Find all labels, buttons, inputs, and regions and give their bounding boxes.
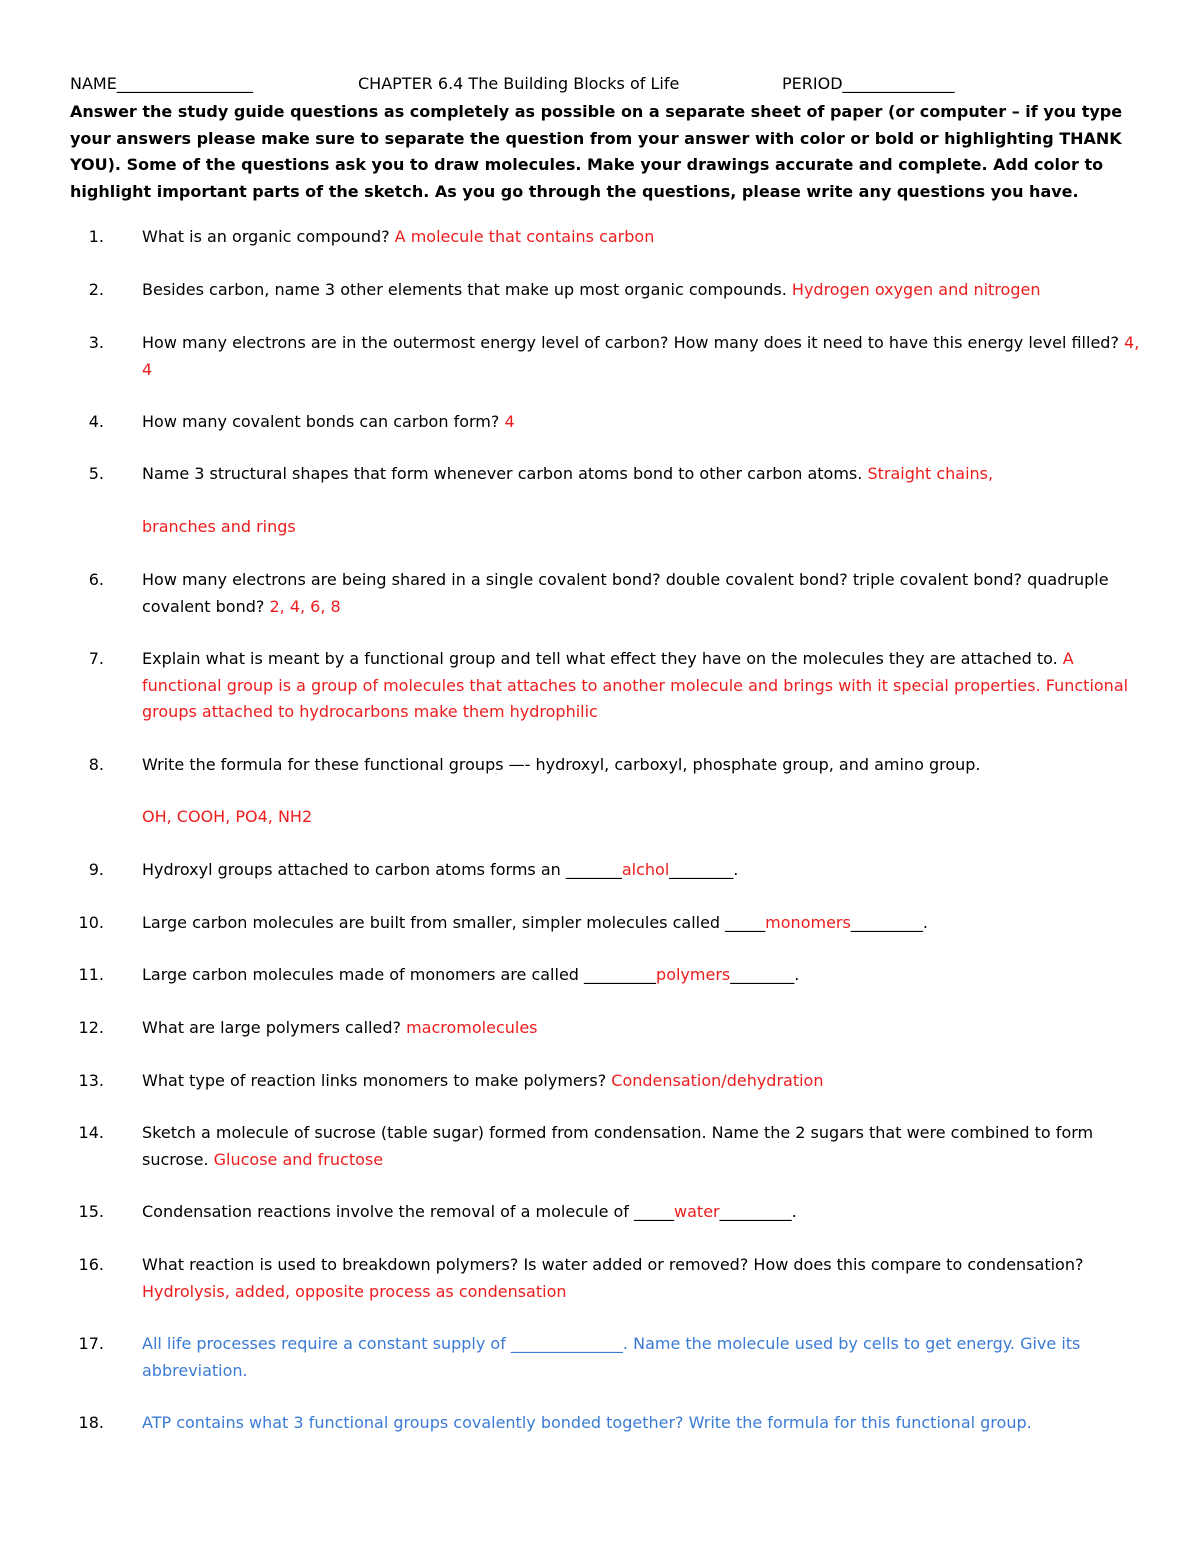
answer-text: Glucose and fructose (213, 1149, 384, 1169)
question-number: 17. (78, 1334, 104, 1353)
question-text: Write the formula for these functional groups —- hydroxyl, carboxyl, phosphate group, and amino group. (142, 755, 981, 774)
question-text-end: _________. (850, 913, 928, 932)
answer-text: 4 (504, 412, 515, 431)
answer-text: monomers (765, 913, 851, 932)
question-6 (70, 567, 1140, 620)
question-text: Large carbon molecules made of monomers are called _________ (142, 965, 657, 984)
period-field: PERIOD______________ (782, 74, 955, 93)
question-text: How many electrons are being shared in a single covalent bond? double covalent bond? triple covalent bond? quadruple covalent bond? (142, 570, 1109, 616)
answer-text: Hydrolysis, added, opposite process as condensation (142, 1281, 567, 1301)
answer-text: 4, 4 (142, 333, 1140, 379)
answer-text: Hydrogen oxygen and nitrogen (791, 280, 1041, 299)
question-7 (70, 646, 1140, 726)
answer-text: macromolecules (406, 1018, 538, 1037)
question-9 (70, 857, 1140, 884)
answer-text: A molecule that contains carbon (394, 227, 655, 246)
answer-text: OH, COOH, PO4, NH2 (142, 807, 313, 826)
question-text: What is an organic compound? (142, 227, 395, 246)
question-number: 8. (88, 755, 104, 774)
question-number: 3. (88, 333, 104, 352)
question-16 (70, 1252, 1140, 1305)
question-number: 10. (78, 913, 104, 932)
answer-text: Straight chains, (867, 464, 994, 483)
question-18 (70, 1410, 1140, 1437)
question-1 (70, 224, 1140, 251)
question-4 (70, 409, 1140, 436)
question-text: How many covalent bonds can carbon form? (142, 412, 505, 431)
question-text: Explain what is meant by a functional group and tell what effect they have on the molecules they are attached to. (142, 649, 1063, 668)
question-text: Hydroxyl groups attached to carbon atoms forms an _______ (142, 860, 622, 879)
question-number: 15. (78, 1202, 104, 1221)
question-number: 1. (88, 227, 104, 246)
question-text: Name 3 structural shapes that form whenever carbon atoms bond to other carbon atoms. (142, 464, 868, 483)
answer-text: 2, 4, 6, 8 (269, 596, 341, 616)
question-text: What type of reaction links monomers to make polymers? (142, 1071, 612, 1090)
answer-text: Condensation/dehydration (611, 1071, 824, 1090)
answer-text: alchol (621, 860, 670, 879)
question-8 (70, 752, 1140, 779)
question-number: 4. (88, 412, 104, 431)
question-number: 2. (88, 280, 104, 299)
question-text: Large carbon molecules are built from smaller, simpler molecules called _____ (142, 913, 766, 932)
question-14 (70, 1120, 1140, 1173)
question-text: All life processes require a constant supply of ______________. Name the molecule used by cells to get energy. Give its abbreviation. (142, 1334, 1081, 1380)
question-text-end: _________. (719, 1202, 797, 1221)
question-number: 16. (78, 1255, 104, 1274)
question-text: Besides carbon, name 3 other elements that make up most organic compounds. (142, 280, 792, 299)
question-text: Condensation reactions involve the removal of a molecule of _____ (142, 1202, 675, 1221)
question-text: ATP contains what 3 functional groups covalently bonded together? Write the formula for this functional group. (142, 1413, 1032, 1432)
question-text-end: ________. (669, 860, 739, 879)
question-3 (70, 330, 1140, 383)
question-13 (70, 1068, 1140, 1095)
question-number: 14. (78, 1123, 104, 1142)
question-number: 18. (78, 1413, 104, 1432)
question-11 (70, 962, 1140, 989)
answer-text: water (674, 1202, 720, 1221)
answer-text: A functional group is a group of molecules that attaches to another molecule and brings with it special properties. Functional groups attached to hydrocarbons make them hydrophilic (142, 649, 1129, 721)
question-number: 13. (78, 1071, 104, 1090)
question-text: What are large polymers called? (142, 1018, 407, 1037)
question-text-end: ________. (730, 965, 800, 984)
question-2 (70, 277, 1140, 304)
question-number: 5. (88, 464, 104, 483)
name-field: NAME_________________ (70, 74, 253, 93)
question-5 (70, 461, 1140, 488)
chapter-title: CHAPTER 6.4 The Building Blocks of Life (358, 74, 680, 93)
question-number: 9. (88, 860, 104, 879)
instructions: Answer the study guide questions as completely as possible on a separate sheet of paper (or computer – if you type your answers please make sure to separate the question from your answer with color or bold or highlighting THANK YOU). Some of the questions ask you to draw molecules. Make your drawings accurate and complete. Add color to highlight important parts of the sketch. As you go through the questions, please write any questions you have. (70, 102, 1123, 201)
question-text: How many electrons are in the outermost energy level of carbon? How many does it need to have this energy level filled? (142, 333, 1125, 352)
question-number: 11. (78, 965, 104, 984)
question-10 (70, 910, 1140, 937)
question-15 (70, 1199, 1140, 1226)
question-text: Sketch a molecule of sucrose (table sugar) formed from condensation. Name the 2 sugars that were combined to form sucrose. (142, 1123, 1094, 1169)
question-number: 12. (78, 1018, 104, 1037)
question-17 (70, 1331, 1140, 1384)
question-12 (70, 1015, 1140, 1042)
question-text: What reaction is used to breakdown polymers? Is water added or removed? How does this compare to condensation? (142, 1255, 1084, 1274)
question-number: 6. (88, 570, 104, 589)
answer-continuation: branches and rings (142, 517, 296, 536)
question-number: 7. (88, 649, 104, 668)
answer-text: polymers (656, 965, 731, 984)
